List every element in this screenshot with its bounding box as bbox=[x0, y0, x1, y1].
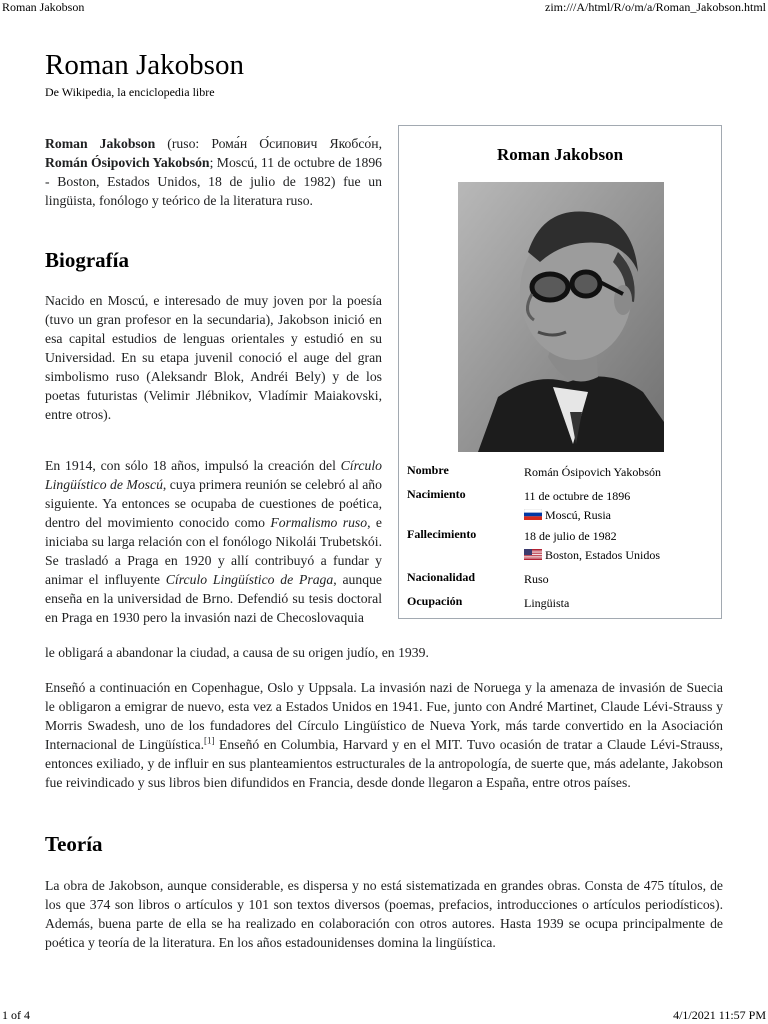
p2-text-a: En 1914, con sólo 18 años, impulsó la creación del bbox=[45, 458, 341, 473]
intro-name: Roman Jakobson bbox=[45, 136, 156, 151]
page-title: Roman Jakobson bbox=[45, 49, 244, 81]
link-circulo-moscu[interactable]: Círculo Lingüístico de Moscú bbox=[45, 458, 382, 492]
infobox-label: Nacionalidad bbox=[407, 570, 476, 584]
heading-biografia: Biografía bbox=[45, 248, 129, 272]
infobox-value: Ruso bbox=[524, 572, 549, 586]
intro-alt-name: Román Ósipovich Yakobsón bbox=[45, 155, 210, 170]
reference-1[interactable]: [1] bbox=[204, 735, 215, 746]
biografia-paragraph-1: Nacido en Moscú, e interesado de muy joven por la poesía (tuvo un gran profesor en la secundaria), Jakobson inició en esa capital estudios de lenguas orientales y estudió en su Universidad. En su etapa juvenil conoció el auge del gran simbolismo ruso (Aleksandr Blok, Andréi Bely) y de los poetas futuristas (Velimir Jlébnikov, Vladímir Maiakovski, entre otros). bbox=[45, 293, 382, 422]
intro-paragraph bbox=[45, 134, 382, 210]
russia-flag-icon bbox=[524, 509, 542, 520]
infobox-label: Nacimiento bbox=[407, 487, 466, 501]
infobox-value bbox=[524, 527, 660, 565]
infobox-label: Fallecimiento bbox=[407, 527, 477, 541]
page-tagline: De Wikipedia, la enciclopedia libre bbox=[45, 85, 215, 99]
biografia-paragraph-2 bbox=[45, 456, 382, 627]
infobox-value: Román Ósipovich Yakobsón bbox=[524, 465, 662, 479]
p2-text-b: , cuya primera reunión se celebró al año siguiente. Ya entonces se ocupaba de cuestiones de poética, dentro del movimiento conocido como bbox=[45, 477, 382, 530]
infobox-label: Nombre bbox=[407, 463, 449, 477]
death-date: 18 de julio de 1982 bbox=[524, 529, 617, 543]
birth-date: 11 de octubre de 1896 bbox=[524, 489, 631, 503]
death-place-link[interactable]: Boston, Estados Unidos bbox=[545, 548, 661, 562]
portrait-illustration bbox=[458, 182, 664, 452]
intro-text-1: (ruso: Рома́н О́сипович Якобсо́н, bbox=[155, 136, 383, 151]
heading-teoria: Teoría bbox=[45, 832, 103, 856]
print-footer bbox=[0, 1008, 768, 1024]
print-header bbox=[0, 0, 768, 16]
infobox bbox=[398, 125, 722, 619]
infobox-value bbox=[524, 487, 630, 525]
p2-text-c: , e iniciaba su larga relación con el fonólogo Nikolái Trubetskói. Se trasladó a Praga en 1920 y allí contribuyó a fundar y animar el influyente bbox=[45, 515, 382, 587]
biografia-paragraph-2-last-line: le obligará a abandonar la ciudad, a causa de su origen judío, en 1939. bbox=[45, 645, 429, 660]
birth-place-link[interactable]: Moscú, Rusia bbox=[545, 508, 611, 522]
infobox-label: Ocupación bbox=[407, 594, 463, 608]
usa-flag-icon bbox=[524, 549, 542, 560]
print-page-title: Roman Jakobson bbox=[2, 0, 85, 14]
link-circulo-praga[interactable]: Círculo Lingüístico de Praga bbox=[165, 572, 334, 587]
print-datetime: 4/1/2021 11:57 PM bbox=[673, 1008, 766, 1022]
p3-text-b: Enseñó en Columbia, Harvard y en el MIT. Tuvo ocasión de tratar a Claude Lévi-Strauss, entonces exiliado, y de influir en sus planteamientos estructurales de la antropología, de suerte que, más adelante, Jakobson fue reivindicado y sus libros bien difundidos en Francia, desde donde llegaron a España, entre otros países. bbox=[45, 737, 723, 790]
teoria-paragraph-1: La obra de Jakobson, aunque considerable, es dispersa y no está sistematizada en grandes obras. Consta de 475 títulos, de los que 374 son libros o artículos y 101 son textos diversos (poemas, prefacios, introducciones o artículos periodísticos). Además, buena parte de ella se ha realizado en colaboración con otros autores. Hasta 1939 se ocupa principalmente de poética y teoría de la literatura. En los años estadounidenses domina la lingüística. bbox=[45, 878, 723, 950]
link-formalismo-ruso[interactable]: Formalismo ruso bbox=[270, 515, 368, 530]
print-page-count: 1 of 4 bbox=[2, 1008, 30, 1022]
infobox-title: Roman Jakobson bbox=[496, 145, 624, 164]
p2-text-d: , aunque enseña en la universidad de Brno. Defendió su tesis doctoral en Praga en 1930 pero la invasión nazi de Checoslovaquia bbox=[45, 572, 382, 625]
p3-text-a: Enseñó a continuación en Copenhague, Oslo y Uppsala. La invasión nazi de Noruega y la amenaza de invasión de Suecia le obligaron a emigrar de nuevo, esta vez a Estados Unidos en 1941. Fue, junto con André Martinet, Claude Lévi-Strauss y Morris Swadesh, uno de los fundadores del Círculo Lingüístico de Nueva York, más tarde convertido en la Asociación Internacional de Lingüística. bbox=[45, 680, 723, 752]
intro-text-2: ; Moscú, 11 de octubre de 1896 - Boston, Estados Unidos, 18 de julio de 1982) fue un lingüista, fonólogo y teórico de la literatura ruso. bbox=[45, 155, 383, 208]
print-url: zim:///A/html/R/o/m/a/Roman_Jakobson.html bbox=[545, 0, 766, 14]
portrait-photo bbox=[458, 182, 664, 452]
infobox-value: Lingüista bbox=[524, 596, 570, 610]
biografia-paragraph-3 bbox=[45, 678, 723, 792]
